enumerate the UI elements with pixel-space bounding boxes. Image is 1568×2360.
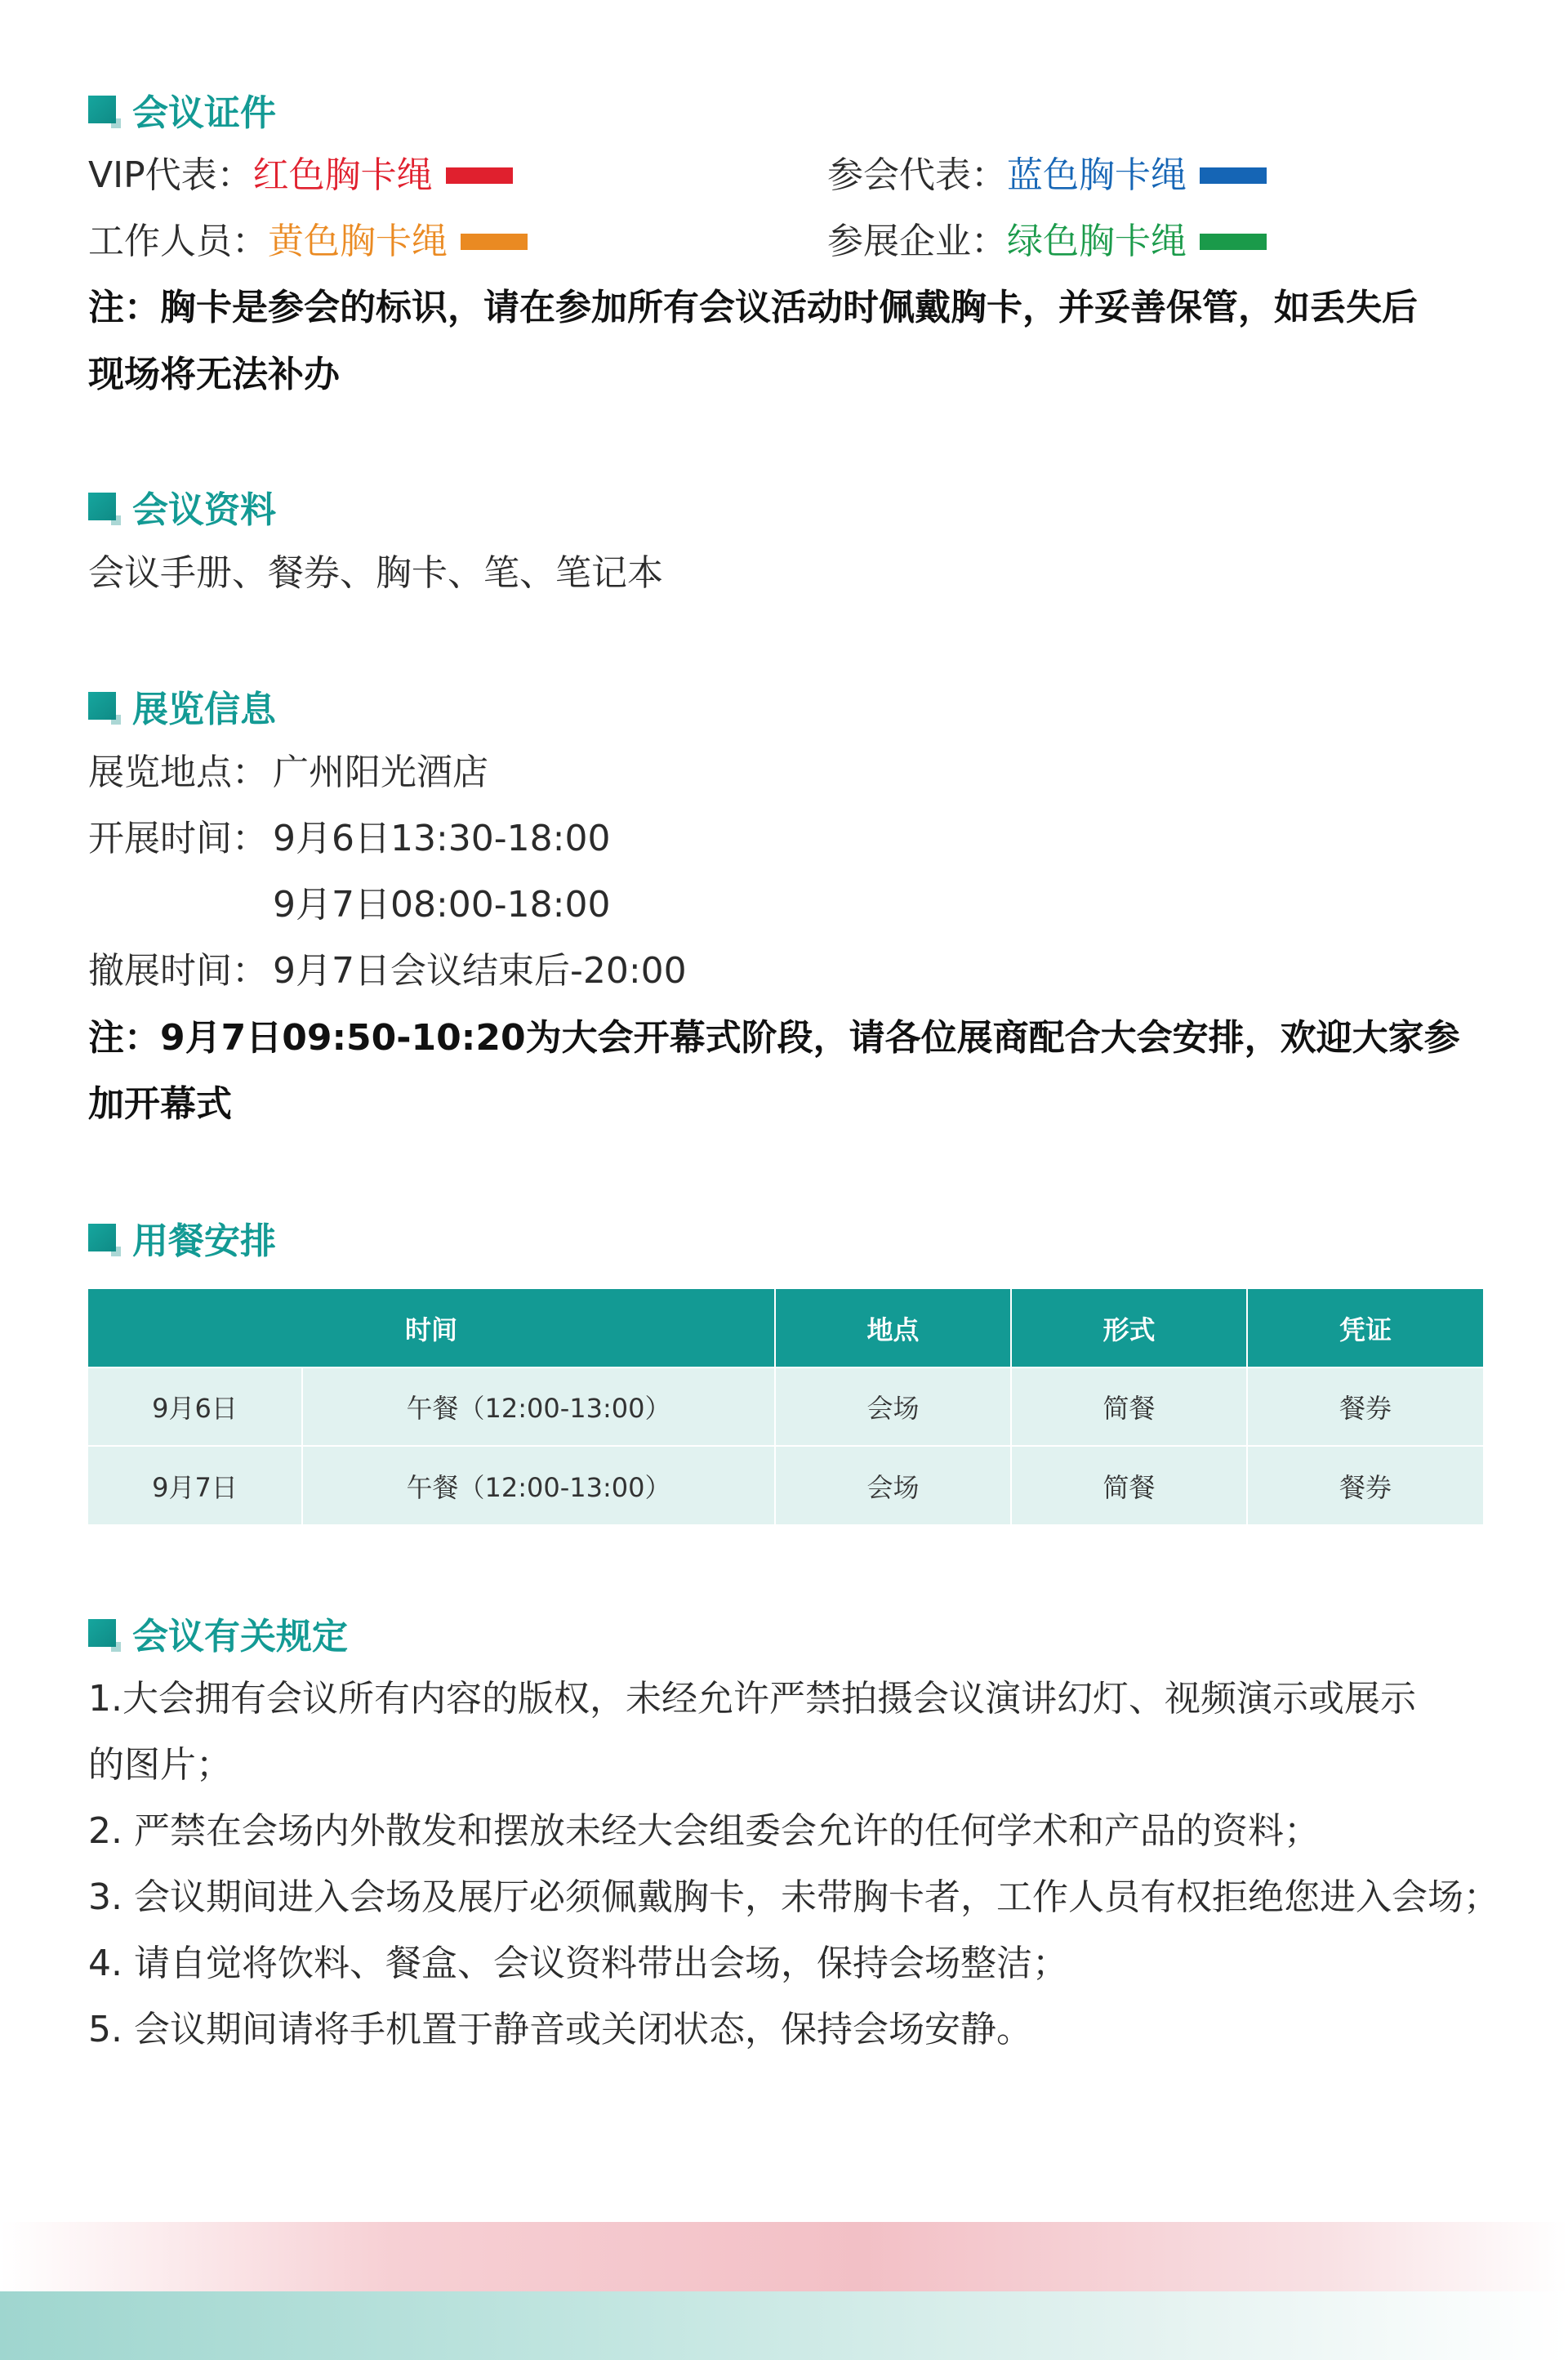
exhibition-location-label: 展览地点： (88, 752, 268, 793)
exhibition-close-value: 9月7日会议结束后-20:00 (273, 950, 687, 992)
square-bullet-icon (88, 493, 116, 520)
header-time: 时间 (88, 1289, 775, 1367)
rule-1-line1: 1.大会拥有会议所有内容的版权，未经允许严禁拍摄会议演讲幻灯、视频演示或展示 (88, 1678, 1416, 1720)
rule-3: 3. 会议期间进入会场及展厅必须佩戴胸卡，未带胸卡者，工作人员有权拒绝您进入会场； (88, 1876, 1499, 1918)
section-title-rules (88, 1608, 348, 1657)
badge-value: 黄色胸卡绳 (268, 221, 448, 262)
badge-label: 工作人员： (88, 221, 268, 262)
cell-meal: 午餐（12:00-13:00） (302, 1367, 775, 1446)
exhibition-close-label: 撤展时间： (88, 950, 268, 992)
badge-exhibitor (827, 217, 1267, 266)
section-title-exhibition (88, 681, 276, 730)
header-form: 形式 (1011, 1289, 1247, 1367)
footer-teal-band (0, 2291, 1568, 2360)
square-bullet-icon (88, 1224, 116, 1251)
section-title-text: 会议资料 (132, 489, 276, 531)
table-row (88, 1367, 1483, 1446)
exhibition-location-value: 广州阳光酒店 (273, 752, 488, 793)
dining-table (88, 1289, 1483, 1524)
cell-voucher: 餐券 (1247, 1446, 1483, 1524)
cell-place: 会场 (775, 1446, 1011, 1524)
badge-value: 蓝色胸卡绳 (1007, 154, 1187, 196)
square-bullet-icon (88, 692, 116, 720)
badge-label: 参会代表： (827, 154, 1007, 196)
header-voucher: 凭证 (1247, 1289, 1483, 1367)
section-title-materials (88, 482, 276, 531)
materials-text: 会议手册、餐券、胸卡、笔、笔记本 (88, 552, 663, 594)
exhibition-open-value-1: 9月6日13:30-18:00 (273, 818, 611, 859)
exhibition-note-line2: 加开幕式 (88, 1083, 232, 1125)
credentials-note-line1: 注：胸卡是参会的标识，请在参加所有会议活动时佩戴胸卡，并妥善保管，如丢失后 (88, 287, 1418, 328)
rule-2: 2. 严禁在会场内外散发和摆放未经大会组委会允许的任何学术和产品的资料； (88, 1810, 1320, 1852)
orange-swatch-icon (461, 234, 528, 250)
rule-5: 5. 会议期间请将手机置于静音或关闭状态，保持会场安静。 (88, 2009, 1032, 2050)
square-bullet-icon (88, 96, 116, 123)
table-header-row (88, 1289, 1483, 1367)
square-bullet-icon (88, 1619, 116, 1647)
green-swatch-icon (1200, 234, 1267, 250)
section-title-text: 展览信息 (132, 689, 276, 730)
cell-meal: 午餐（12:00-13:00） (302, 1446, 775, 1524)
cell-date: 9月6日 (88, 1367, 302, 1446)
section-title-text: 会议证件 (132, 92, 276, 134)
table-row (88, 1446, 1483, 1524)
section-title-text: 用餐安排 (132, 1220, 276, 1262)
section-title-text: 会议有关规定 (132, 1616, 348, 1657)
cell-voucher: 餐券 (1247, 1367, 1483, 1446)
badge-label: 参展企业： (827, 221, 1007, 262)
cell-date: 9月7日 (88, 1446, 302, 1524)
badge-value: 绿色胸卡绳 (1007, 221, 1187, 262)
rule-4: 4. 请自觉将饮料、餐盒、会议资料带出会场，保持会场整洁； (88, 1943, 1068, 1984)
blue-swatch-icon (1200, 167, 1267, 184)
badge-staff (88, 217, 528, 266)
exhibition-open-label: 开展时间： (88, 818, 268, 859)
footer-pink-band (0, 2222, 1568, 2295)
rule-1-line2: 的图片； (88, 1744, 232, 1786)
exhibition-note-line1: 注：9月7日09:50-10:20为大会开幕式阶段，请各位展商配合大会安排，欢迎大家参 (88, 1017, 1460, 1059)
section-title-credentials (88, 85, 276, 134)
section-title-dining (88, 1213, 276, 1262)
badge-label: VIP代表： (88, 154, 253, 196)
exhibition-open-value-2: 9月7日08:00-18:00 (273, 884, 611, 926)
red-swatch-icon (446, 167, 513, 184)
cell-form: 简餐 (1011, 1446, 1247, 1524)
cell-place: 会场 (775, 1367, 1011, 1446)
header-place: 地点 (775, 1289, 1011, 1367)
badge-value: 红色胸卡绳 (252, 154, 433, 196)
cell-form: 简餐 (1011, 1367, 1247, 1446)
credentials-note-line2: 现场将无法补办 (88, 354, 340, 395)
badge-delegate (827, 151, 1267, 200)
badge-vip (88, 151, 513, 200)
